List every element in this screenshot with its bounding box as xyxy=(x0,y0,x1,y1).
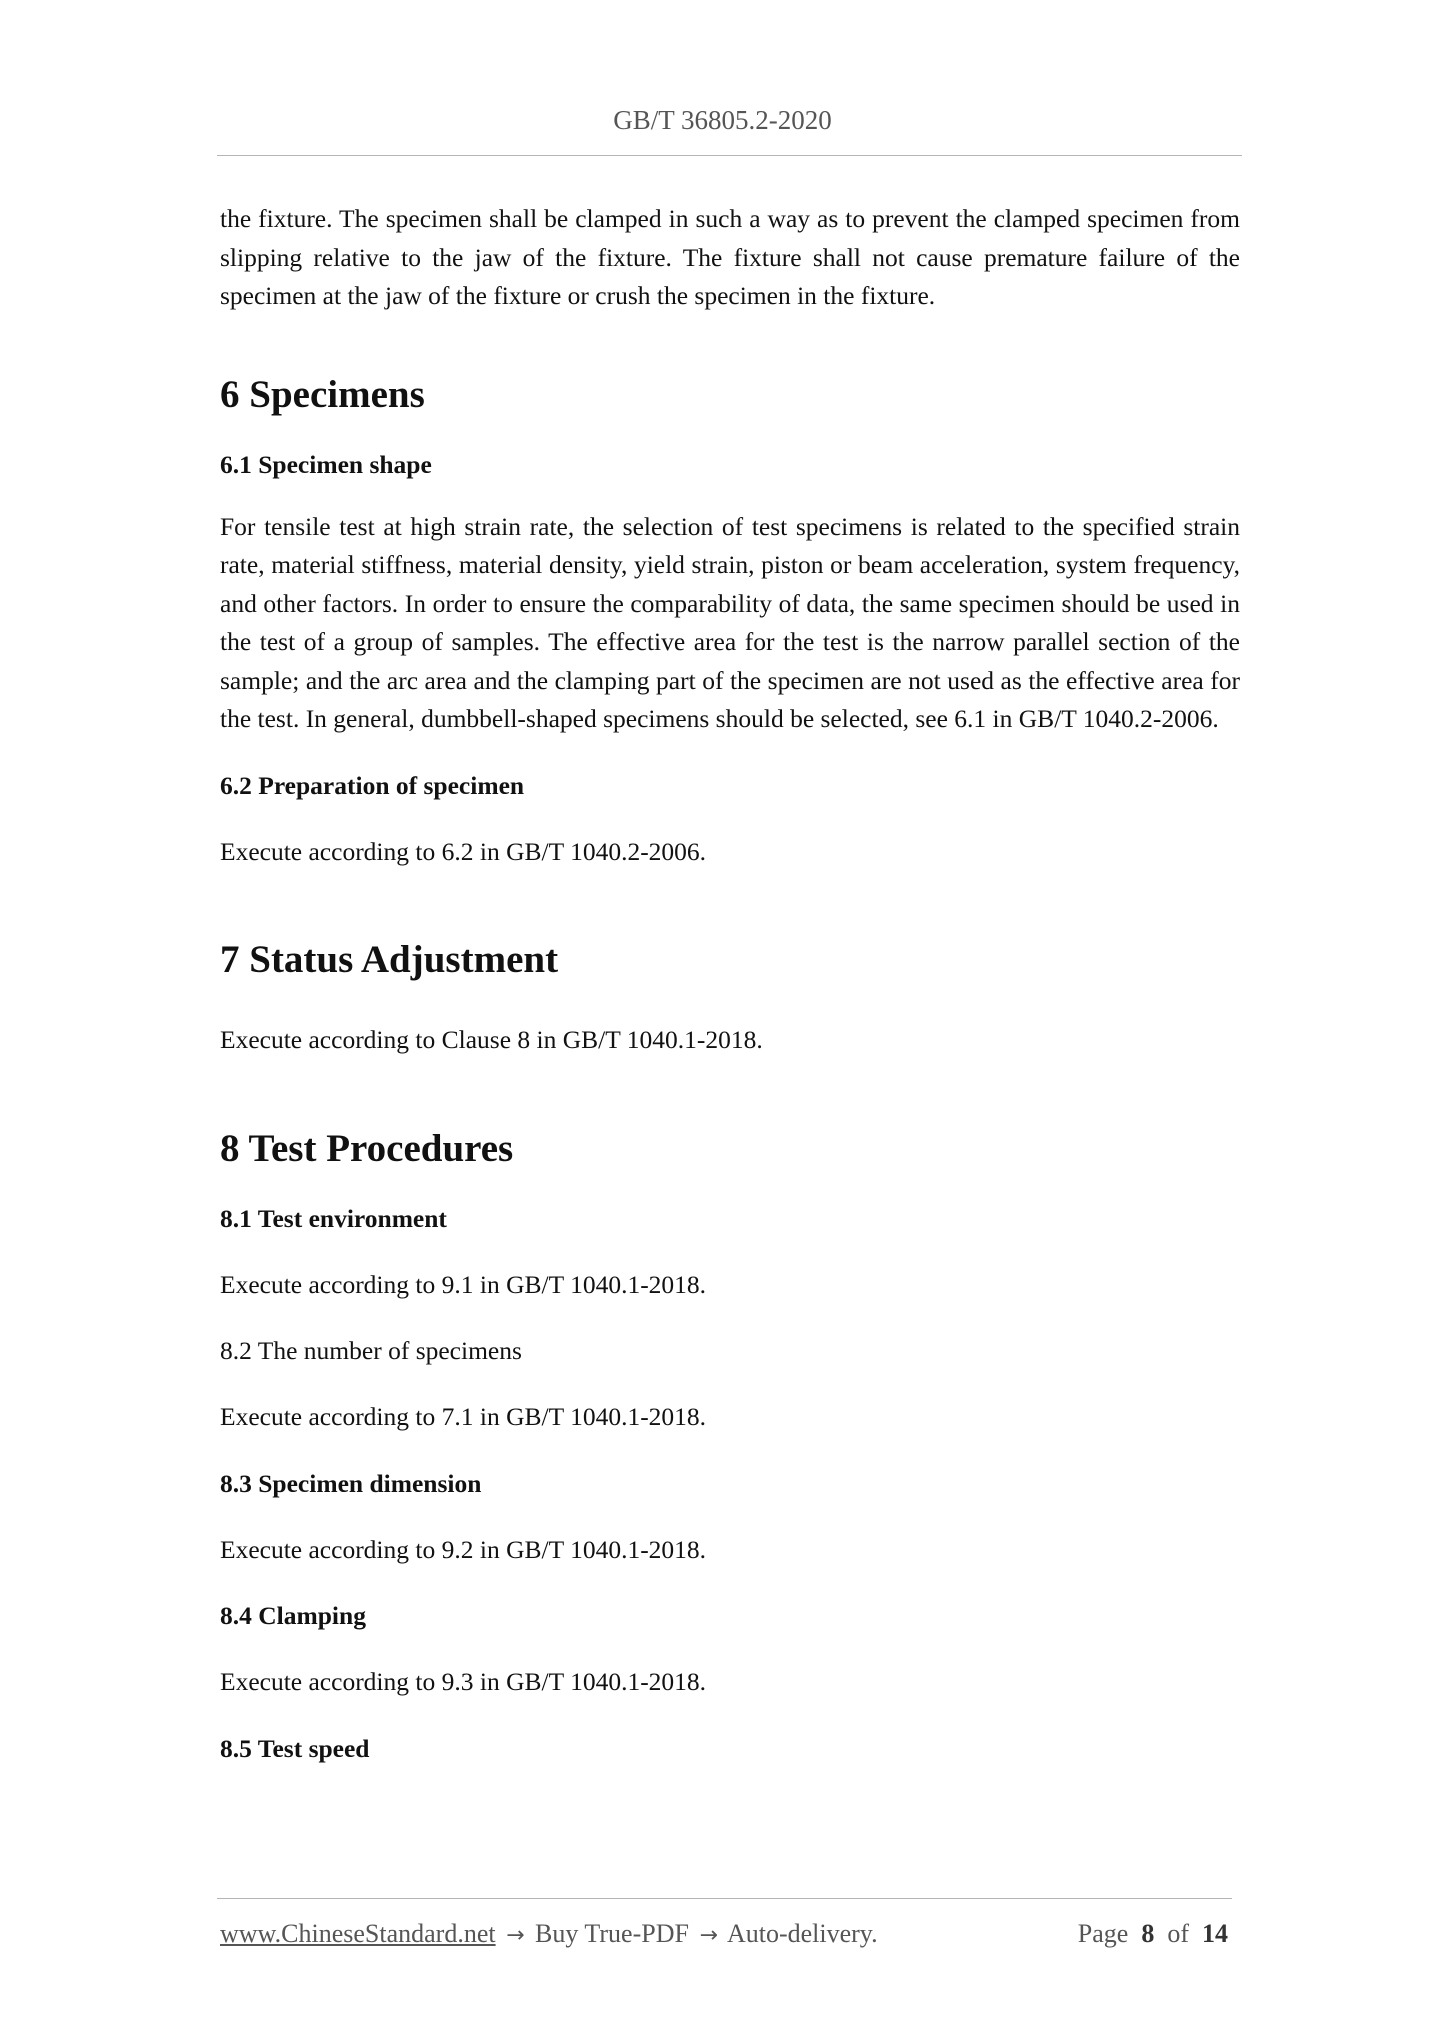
footer-promo xyxy=(220,1916,878,1954)
right-arrow-icon: → xyxy=(506,1923,525,1948)
body-paragraph: Execute according to 9.3 in GB/T 1040.1-2018. xyxy=(220,1667,707,1696)
page-of: of xyxy=(1167,1919,1189,1948)
page-current: 8 xyxy=(1141,1919,1155,1948)
body-paragraph: Execute according to 9.1 in GB/T 1040.1-2018. xyxy=(220,1269,707,1299)
body-paragraph: Execute according to 6.2 in GB/T 1040.2-2006. xyxy=(220,836,707,866)
body-paragraph: Execute according to 7.1 in GB/T 1040.1-2018. xyxy=(220,1402,707,1431)
page-label: Page xyxy=(1077,1919,1129,1948)
subsection-heading: 8.1 Test environment xyxy=(220,1203,447,1233)
section-heading: 7 Status Adjustment xyxy=(220,938,559,981)
body-paragraph: Execute according to Clause 8 in GB/T 1040.1-2018. xyxy=(220,1025,763,1054)
running-header-title: GB/T 36805.2-2020 xyxy=(613,105,832,135)
page-footer xyxy=(220,1916,1232,1956)
subsection-heading: 8.5 Test speed xyxy=(220,1733,370,1763)
section-heading: 6 Specimens xyxy=(220,372,425,416)
footer-divider xyxy=(217,1898,1232,1899)
delivery-text: Auto-delivery. xyxy=(726,1919,878,1948)
body-paragraph: Execute according to 9.2 in GB/T 1040.1-2018. xyxy=(220,1534,707,1564)
subsection-heading: 8.3 Specimen dimension xyxy=(220,1468,482,1498)
site-link[interactable]: www.ChineseStandard.net xyxy=(220,1919,496,1948)
section-heading: 8 Test Procedures xyxy=(220,1126,514,1170)
subsection-heading: 6.2 Preparation of specimen xyxy=(220,770,525,800)
subsection-heading: 8.2 The number of specimens xyxy=(220,1336,522,1365)
page-total: 14 xyxy=(1202,1919,1228,1948)
body-paragraph: the fixture. The specimen shall be clamped in such a way as to prevent the clamped specimen from slipping relative to the jaw of the fixture. The fixture shall not cause premature failure of the specimen at the jaw of the fixture or crush the specimen in the fixture. xyxy=(220,204,1240,310)
header-divider xyxy=(217,155,1242,156)
page-body xyxy=(220,200,1240,1766)
subsection-heading: 8.4 Clamping xyxy=(220,1601,366,1630)
body-paragraph: For tensile test at high strain rate, the selection of test specimens is related to the specified strain rate, material stiffness, material density, yield strain, piston or beam acceleration, system frequency, and other factors. In order to ensure the comparability of data, the same specimen should be used in the test of a group of samples. The effective area for the test is the narrow parallel section of the sample; and the arc area and the clamping part of the specimen are not used as the effective area for the test. In general, dumbbell-shaped specimens should be selected, see 6.1 in GB/T 1040.2-2006. xyxy=(220,511,1240,733)
page-indicator xyxy=(1078,1916,1228,1952)
right-arrow-icon: → xyxy=(699,1923,718,1948)
subsection-heading: 6.1 Specimen shape xyxy=(220,449,432,479)
buy-text: Buy True-PDF xyxy=(535,1919,689,1948)
